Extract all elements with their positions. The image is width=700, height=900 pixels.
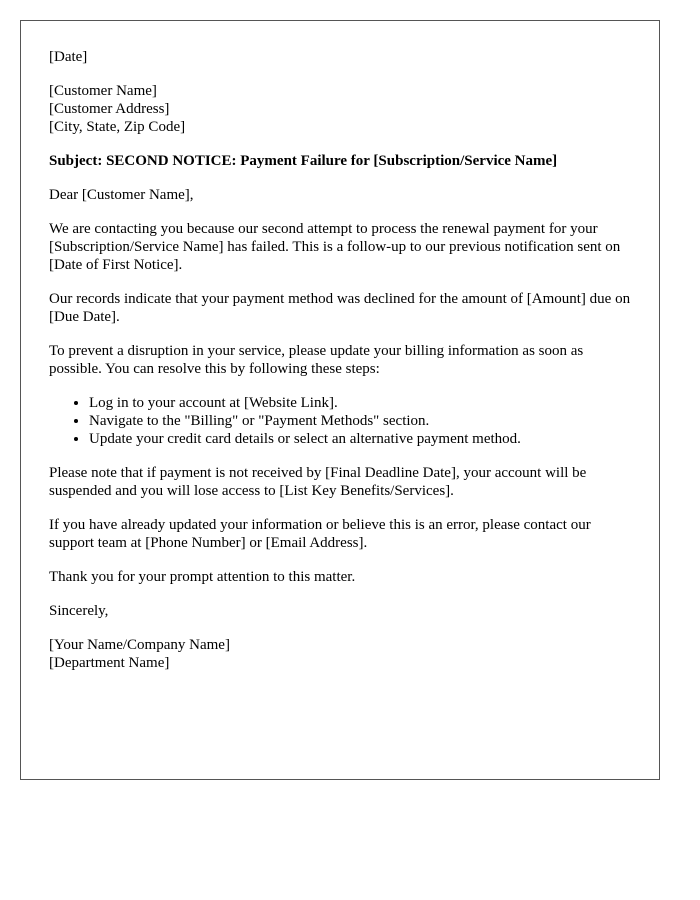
body-paragraph-6: Thank you for your prompt attention to this matter. bbox=[49, 569, 356, 585]
letter-subject: Subject: SECOND NOTICE: Payment Failure for [Subscription/Service Name] bbox=[49, 153, 558, 169]
steps-list bbox=[49, 394, 631, 448]
body-paragraph-5: If you have already updated your information or believe this is an error, please contact our support team at [Phone Number] or [Email Address]. bbox=[49, 517, 591, 551]
signature-block bbox=[49, 636, 631, 672]
recipient-address: [Customer Address] bbox=[49, 101, 170, 117]
recipient-city-state-zip: [City, State, Zip Code] bbox=[49, 119, 186, 135]
body-paragraph-4: Please note that if payment is not received by [Final Deadline Date], your account will be suspended and you will lose access to [List Key Benefits/Services]. bbox=[49, 465, 587, 499]
recipient-name: [Customer Name] bbox=[49, 83, 157, 99]
body-paragraph-1: We are contacting you because our second attempt to process the renewal payment for your [Subscription/Service Name] has failed. This is a follow-up to our previous notification sent on [Date of First Notice]. bbox=[49, 221, 621, 273]
letter-closing: Sincerely, bbox=[49, 603, 109, 619]
step-item: • Log in to your account at [Website Link]. bbox=[89, 394, 631, 412]
body-paragraph-2: Our records indicate that your payment method was declined for the amount of [Amount] due on [Due Date]. bbox=[49, 291, 631, 325]
step-item: • Navigate to the "Billing" or "Payment Methods" section. bbox=[89, 412, 631, 430]
signature-department: [Department Name] bbox=[49, 655, 170, 671]
recipient-block bbox=[49, 82, 631, 136]
letter-date: [Date] bbox=[49, 49, 88, 65]
step-item: • Update your credit card details or select an alternative payment method. bbox=[89, 430, 631, 448]
body-paragraph-3: To prevent a disruption in your service, please update your billing information as soon as possible. You can resolve this by following these steps: bbox=[49, 343, 584, 377]
letter-page bbox=[20, 20, 660, 780]
letter-salutation: Dear [Customer Name], bbox=[49, 187, 194, 203]
signature-name: [Your Name/Company Name] bbox=[49, 637, 230, 653]
